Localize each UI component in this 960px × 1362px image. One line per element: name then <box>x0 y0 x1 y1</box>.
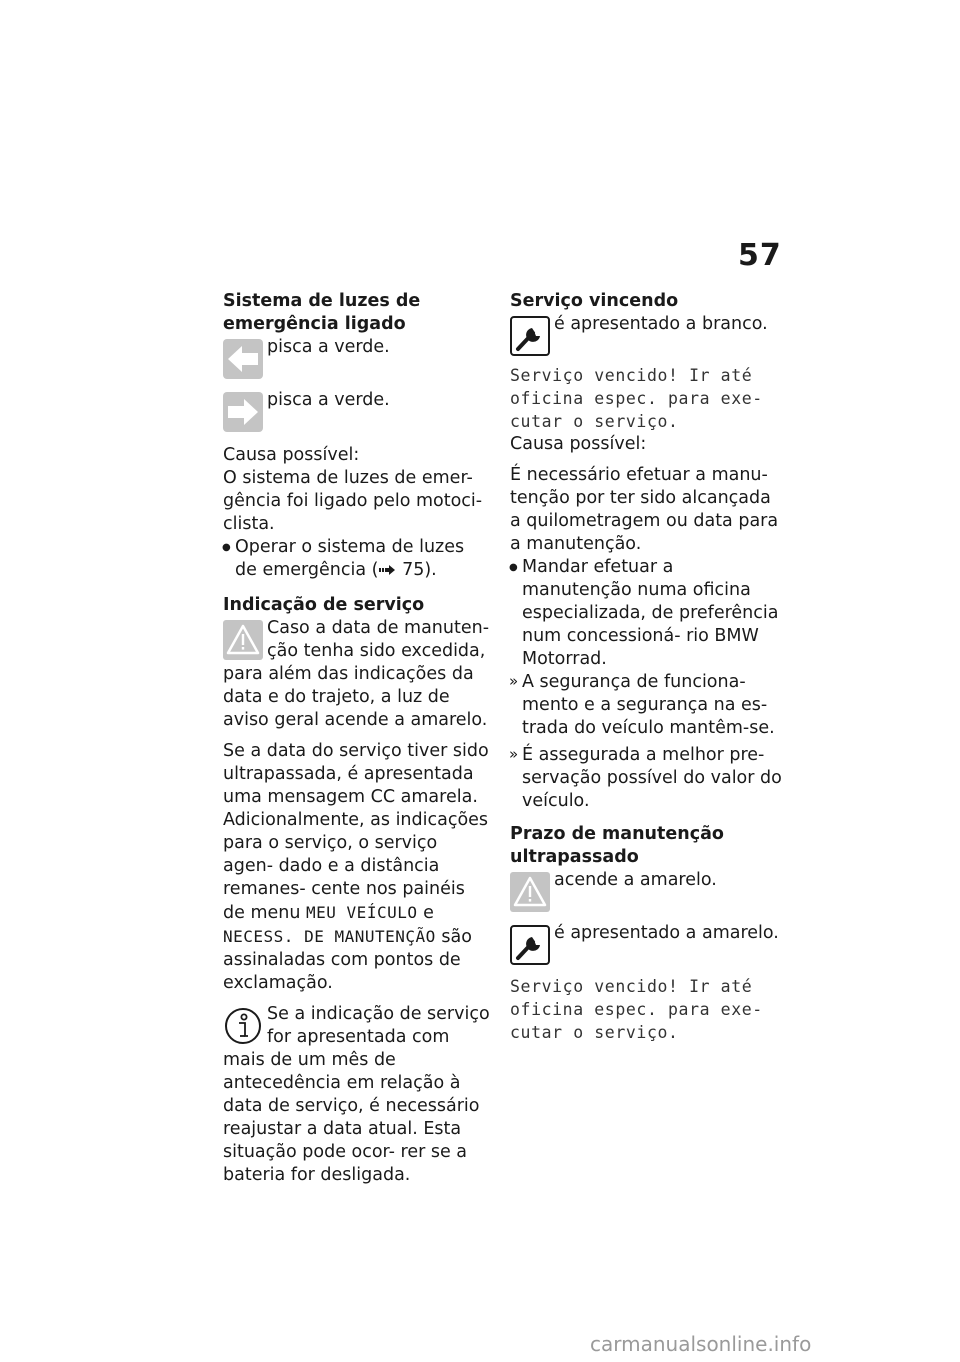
menu-my-vehicle: MEU VEÍCULO <box>306 903 418 922</box>
page-number: 57 <box>738 238 782 273</box>
service-para-before: Se a data do serviço tiver sido ultrapassada, é apresentada uma mensagem CC amarela. Adicionalmente, as indicações para o serviço, o serviço agen- dado e a distância remanes- cente nos painéis de menu <box>223 741 489 923</box>
due-wrench-row <box>510 313 782 356</box>
general-warning-icon <box>223 620 263 660</box>
overdue-wrench-row <box>510 922 782 965</box>
due-result-2: » É assegurada a melhor pre- servação possível do valor do veículo. <box>510 744 782 813</box>
overdue-title: Prazo de manutenção ultrapassado <box>510 824 724 867</box>
right-column <box>510 290 782 1044</box>
hazard-cause-label: Causa possível: <box>223 445 360 465</box>
hazard-bullet-text: Operar o sistema de luzes de emergência ( <box>235 537 465 580</box>
service-title: Indicação de serviço <box>223 595 425 615</box>
left-arrow-text: pisca a verde. <box>267 337 390 357</box>
due-title: Serviço vincendo <box>510 291 679 311</box>
service-conj: e <box>423 903 434 923</box>
right-arrow-text: pisca a verde. <box>267 390 390 410</box>
service-warning-text: Caso a data de manuten- ção tenha sido excedida, para além das indicações da data e do trajeto, a luz de aviso geral acende a amarelo. <box>223 618 490 730</box>
service-info-block <box>223 1003 491 1187</box>
due-bullet: ● Mandar efetuar a manutenção numa oficina especializada, de preferência num concessioná- rio BMW Motorrad. <box>510 556 782 671</box>
due-wrench-text: é apresentado a branco. <box>554 314 768 334</box>
overdue-warning-row <box>510 869 782 912</box>
service-para-after: são assinaladas com pontos de exclamação. <box>223 927 472 993</box>
left-arrow-row <box>223 336 491 379</box>
hazard-bullet-ref: 75). <box>402 560 437 580</box>
right-arrow-row <box>223 389 491 432</box>
hazard-bullet <box>223 536 491 582</box>
left-arrow-icon <box>223 339 263 379</box>
general-warning-icon <box>510 872 550 912</box>
wrench-icon <box>510 925 550 965</box>
wrench-icon <box>510 316 550 356</box>
due-cause-label: Causa possível: <box>510 434 647 454</box>
menu-maintenance: NECESS. DE MANUTENÇÃO <box>223 927 436 946</box>
due-display-message: Serviço vencido! Ir até oficina espec. para exe- cutar o serviço. <box>510 366 763 431</box>
overdue-warning-text: acende a amarelo. <box>554 870 717 890</box>
due-result-1: » A segurança de funciona- mento e a segurança na es- trada do veículo mantêm-se. <box>510 671 782 740</box>
hazard-title: Sistema de luzes de emergência ligado <box>223 291 421 334</box>
service-warning-block <box>223 617 491 732</box>
service-paragraph <box>223 740 491 995</box>
service-info-text: Se a indicação de serviço for apresentada com mais de um mês de antecedência em relação à data de serviço, é necessário reajustar a data atual. Esta situação pode ocor- rer se a bateria for desligada. <box>223 1004 490 1185</box>
overdue-wrench-text: é apresentado a amarelo. <box>554 923 779 943</box>
right-arrow-icon <box>223 392 263 432</box>
cross-reference-arrow-icon <box>378 564 396 576</box>
left-column <box>223 290 491 1187</box>
info-icon <box>223 1006 263 1046</box>
due-cause-text: É necessário efetuar a manu- tenção por ter sido alcançada a quilometragem ou data para a manutenção. <box>510 465 779 554</box>
footer-watermark: carmanualsonline.info <box>590 1332 812 1356</box>
overdue-display-message: Serviço vencido! Ir até oficina espec. para exe- cutar o serviço. <box>510 977 763 1042</box>
hazard-cause-text: O sistema de luzes de emer- gência foi ligado pelo motoci- clista. <box>223 468 483 534</box>
